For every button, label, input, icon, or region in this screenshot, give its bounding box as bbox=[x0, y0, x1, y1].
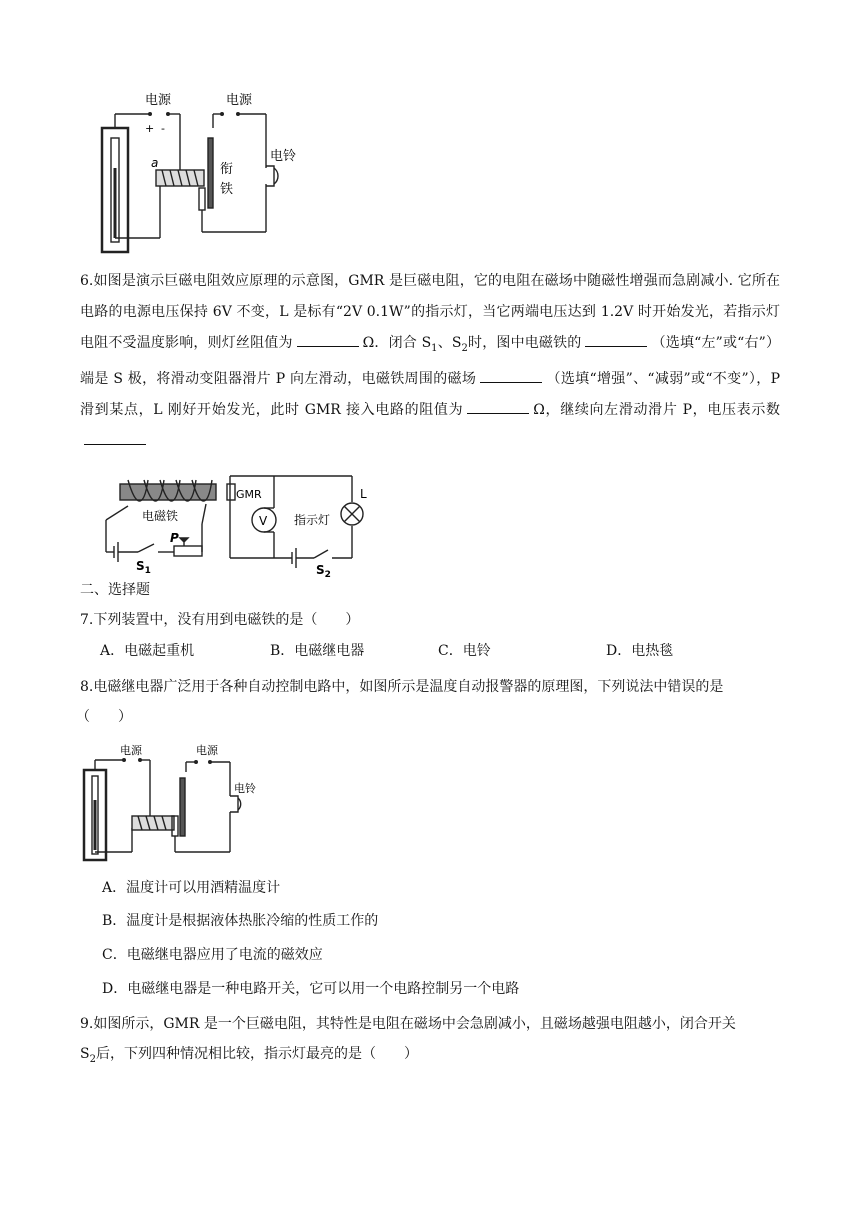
switch-s1-label: $S_1$ bbox=[136, 559, 151, 576]
q6-text-1: 6.如图是演示巨磁电阻效应原理的示意图，GMR 是巨磁电阻，它的电阻在磁场中随磁性增强而急剧减小. 它所在电路的电源电压保持 6V 不变，L 是标有“2V 0.1W”的指示灯，当它两端电压达到 1.2V 时开始发光，若指示灯电阻不受温度影响，则灯丝阻值为 bbox=[80, 273, 780, 351]
question-8-stem-2: （ ） bbox=[76, 709, 132, 725]
section-heading: 二、选择题 bbox=[80, 582, 150, 598]
figure-temperature-alarm bbox=[98, 88, 308, 258]
armature-label-1: 衔 bbox=[220, 162, 234, 177]
question-6 bbox=[80, 266, 780, 457]
lamp-text-label: 指示灯 bbox=[294, 513, 331, 527]
q7-option-d[interactable]: D．电热毯 bbox=[606, 643, 674, 659]
gmr-label: GMR bbox=[236, 488, 262, 501]
question-9-stem-1: 9.如图所示，GMR 是一个巨磁电阻，其特性是电阻在磁场中会急剧减小，且磁场越强电阻越小，闭合开关 bbox=[80, 1016, 736, 1032]
minus-sign: - bbox=[161, 122, 165, 135]
answer-blank-5[interactable] bbox=[84, 430, 146, 445]
q9-text: 后，下列四种情况相比较，指示灯最亮的是（ ） bbox=[95, 1046, 418, 1062]
q6-text-2: Ω．闭合 S bbox=[362, 335, 432, 351]
question-7-stem: 7.下列装置中，没有用到电磁铁的是（ ） bbox=[80, 612, 360, 628]
bell-label: 电铃 bbox=[270, 149, 297, 164]
q6-sub-2: 2 bbox=[461, 342, 468, 354]
bell-label-2: 电铃 bbox=[234, 782, 256, 795]
q9-s-sub: 2 bbox=[89, 1053, 96, 1065]
slider-label: P bbox=[170, 531, 179, 545]
lamp-letter-label: L bbox=[360, 487, 367, 501]
power-label-4: 电源 bbox=[196, 744, 218, 757]
q7-option-b[interactable]: B．电磁继电器 bbox=[270, 643, 365, 659]
figure-gmr-circuit bbox=[96, 468, 386, 578]
q8-option-c[interactable]: C．电磁继电器应用了电流的磁效应 bbox=[102, 947, 323, 963]
q8-option-b[interactable]: B．温度计是根据液体热胀冷缩的性质工作的 bbox=[102, 913, 379, 929]
q6-text-3: 时，图中电磁铁的 bbox=[467, 335, 582, 351]
question-9-stem-2 bbox=[80, 1044, 418, 1070]
answer-blank-3[interactable] bbox=[480, 368, 542, 383]
q6-sub-1: 1 bbox=[431, 342, 438, 354]
power-label-2: 电源 bbox=[226, 93, 253, 108]
answer-blank-1[interactable] bbox=[297, 332, 359, 347]
answer-blank-4[interactable] bbox=[467, 399, 529, 414]
switch-s2-label: $S_2$ bbox=[316, 563, 331, 578]
q6-text-4: （选填“左”或“右”）端是 S 极，将滑动变阻器滑片 P 向左滑动，电磁铁周围的磁场 bbox=[80, 335, 781, 387]
power-label-1: 电源 bbox=[145, 93, 172, 108]
q6-text-2b: 、S bbox=[437, 335, 462, 351]
power-label-3: 电源 bbox=[120, 744, 142, 757]
armature-label-2: 铁 bbox=[220, 182, 234, 197]
q6-text-6: Ω，继续向左滑动滑片 P，电压表示数 bbox=[533, 401, 780, 418]
electromagnet-label: 电磁铁 bbox=[142, 509, 179, 523]
voltmeter-label: V bbox=[259, 514, 268, 528]
q6-text-5: （选填“增强”、“减弱”或“不变”），P 滑到某点，L 刚好开始发光，此时 GMR 接入电路的阻值为 bbox=[80, 370, 780, 418]
coil-label: a bbox=[151, 156, 159, 170]
question-8-stem-1: 8.电磁继电器广泛用于各种自动控制电路中，如图所示是温度自动报警器的原理图，下列说法中错误的是 bbox=[80, 679, 724, 695]
answer-blank-2[interactable] bbox=[585, 332, 647, 347]
plus-sign: + bbox=[145, 122, 155, 135]
q7-option-c[interactable]: C．电铃 bbox=[438, 643, 491, 659]
q8-option-a[interactable]: A．温度计可以用酒精温度计 bbox=[102, 880, 281, 896]
q7-option-a[interactable]: A．电磁起重机 bbox=[100, 643, 195, 659]
q8-option-d[interactable]: D．电磁继电器是一种电路开关，它可以用一个电路控制另一个电路 bbox=[102, 981, 520, 997]
figure-temperature-alarm-2 bbox=[80, 742, 260, 864]
q9-s-letter: S bbox=[80, 1046, 90, 1062]
